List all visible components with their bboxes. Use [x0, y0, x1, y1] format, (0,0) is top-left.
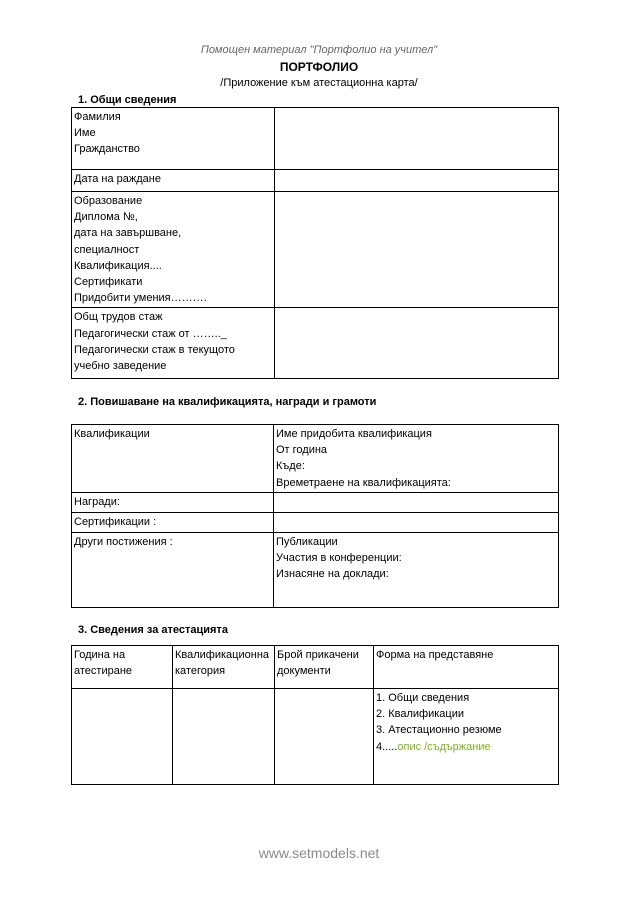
education-labels-cell	[72, 192, 275, 308]
education-values-cell[interactable]	[275, 192, 559, 308]
name-values-cell[interactable]	[275, 108, 559, 170]
header-year-cell	[72, 646, 173, 689]
table-row	[72, 532, 559, 607]
header-note: Помощен материал "Портфолио на учител"	[200, 44, 438, 56]
form-item-4	[376, 739, 556, 755]
publications-label: Публикации	[276, 535, 338, 548]
current-school-label: учебно заведение	[74, 360, 167, 373]
footer-website: www.setmodels.net	[258, 845, 380, 861]
table-row	[72, 646, 559, 689]
table-row	[72, 512, 559, 532]
qualification-place-label: Къде:	[276, 460, 305, 473]
other-achievements-label-cell	[72, 532, 274, 607]
header-year-line1: Година на	[74, 649, 126, 661]
section3-heading: 3. Сведения за атестацията	[78, 624, 228, 636]
qualification-name-label: Име придобита квалификация	[276, 428, 432, 440]
table-row	[72, 689, 559, 785]
form-item-2: 2. Квалификации	[376, 708, 464, 721]
header-form-cell	[374, 646, 559, 689]
skills-label: Придобити умения……….	[74, 292, 207, 305]
header-category-line2: категория	[175, 665, 226, 678]
certifications-value-cell[interactable]	[274, 512, 559, 532]
year-value-cell[interactable]	[72, 689, 173, 785]
birth-date-cell	[72, 170, 275, 192]
diploma-label: Диплома №,	[74, 211, 138, 224]
header-category-cell	[173, 646, 275, 689]
header-year-line2: атестиране	[74, 665, 133, 678]
documents-value-cell[interactable]	[275, 689, 374, 785]
certifications-label: Сертификации :	[74, 515, 157, 528]
citizenship-label: Гражданство	[74, 143, 140, 156]
table-row	[72, 308, 559, 379]
page-subtitle: /Приложение към атестационна карта/	[220, 77, 418, 89]
qualifications-table	[71, 424, 559, 608]
certificates-label: Сертификати	[74, 276, 143, 289]
qualification-duration-label: Времетраене на квалификацията:	[276, 476, 451, 489]
qualifications-label-cell	[72, 425, 274, 493]
header-documents-line2: документи	[277, 665, 331, 678]
qualifications-details-cell[interactable]	[274, 425, 559, 493]
graduation-date-label: дата на завършване,	[74, 227, 182, 240]
table-row	[72, 192, 559, 308]
qualifications-label: Квалификации	[74, 428, 150, 440]
form-item-1: 1. Общи сведения	[376, 692, 470, 704]
experience-labels-cell	[72, 308, 275, 379]
current-school-experience-label: Педагогически стаж в текущото	[74, 343, 235, 356]
header-documents-cell	[275, 646, 374, 689]
form-item-3: 3. Атестационно резюме	[376, 724, 502, 737]
experience-values-cell[interactable]	[275, 308, 559, 379]
certifications-label-cell	[72, 512, 274, 532]
form-list-cell	[374, 689, 559, 785]
awards-label-cell	[72, 492, 274, 512]
form-item-4-link[interactable]: опис /съдържание	[397, 740, 491, 753]
name-labels-cell	[72, 108, 275, 170]
header-form-line1: Форма на представяне	[376, 649, 494, 661]
education-label: Образование	[74, 195, 143, 207]
form-item-4-prefix: 4.....	[376, 740, 398, 753]
teaching-experience-label: Педагогически стаж от …….._	[74, 327, 227, 340]
header-category-line1: Квалификационна	[175, 649, 270, 661]
surname-label: Фамилия	[74, 111, 121, 123]
general-info-table	[71, 107, 559, 379]
table-row	[72, 425, 559, 493]
specialty-label: специалност	[74, 243, 140, 256]
other-achievements-label: Други постижения :	[74, 535, 173, 548]
section2-heading: 2. Повишаване на квалификацията, награди и грамоти	[78, 396, 377, 408]
attestation-table	[71, 645, 559, 785]
qualification-label: Квалификация....	[74, 259, 162, 272]
section1-heading: 1. Общи сведения	[78, 94, 177, 106]
qualification-year-label: От година	[276, 444, 328, 457]
birth-date-value-cell[interactable]	[275, 170, 559, 192]
reports-label: Изнасяне на доклади:	[276, 568, 389, 581]
table-row	[72, 170, 559, 192]
awards-label: Награди:	[74, 495, 120, 508]
total-experience-label: Общ трудов стаж	[74, 311, 163, 324]
header-documents-line1: Брой прикачени	[277, 649, 359, 661]
awards-value-cell[interactable]	[274, 492, 559, 512]
table-row	[72, 492, 559, 512]
birth-date-label: Дата на раждане	[74, 173, 161, 185]
conferences-label: Участия в конференции:	[276, 552, 402, 565]
table-row	[72, 108, 559, 170]
other-achievements-details-cell[interactable]	[274, 532, 559, 607]
category-value-cell[interactable]	[173, 689, 275, 785]
page-title: ПОРТФОЛИО	[279, 60, 359, 74]
first-name-label: Име	[74, 127, 96, 140]
